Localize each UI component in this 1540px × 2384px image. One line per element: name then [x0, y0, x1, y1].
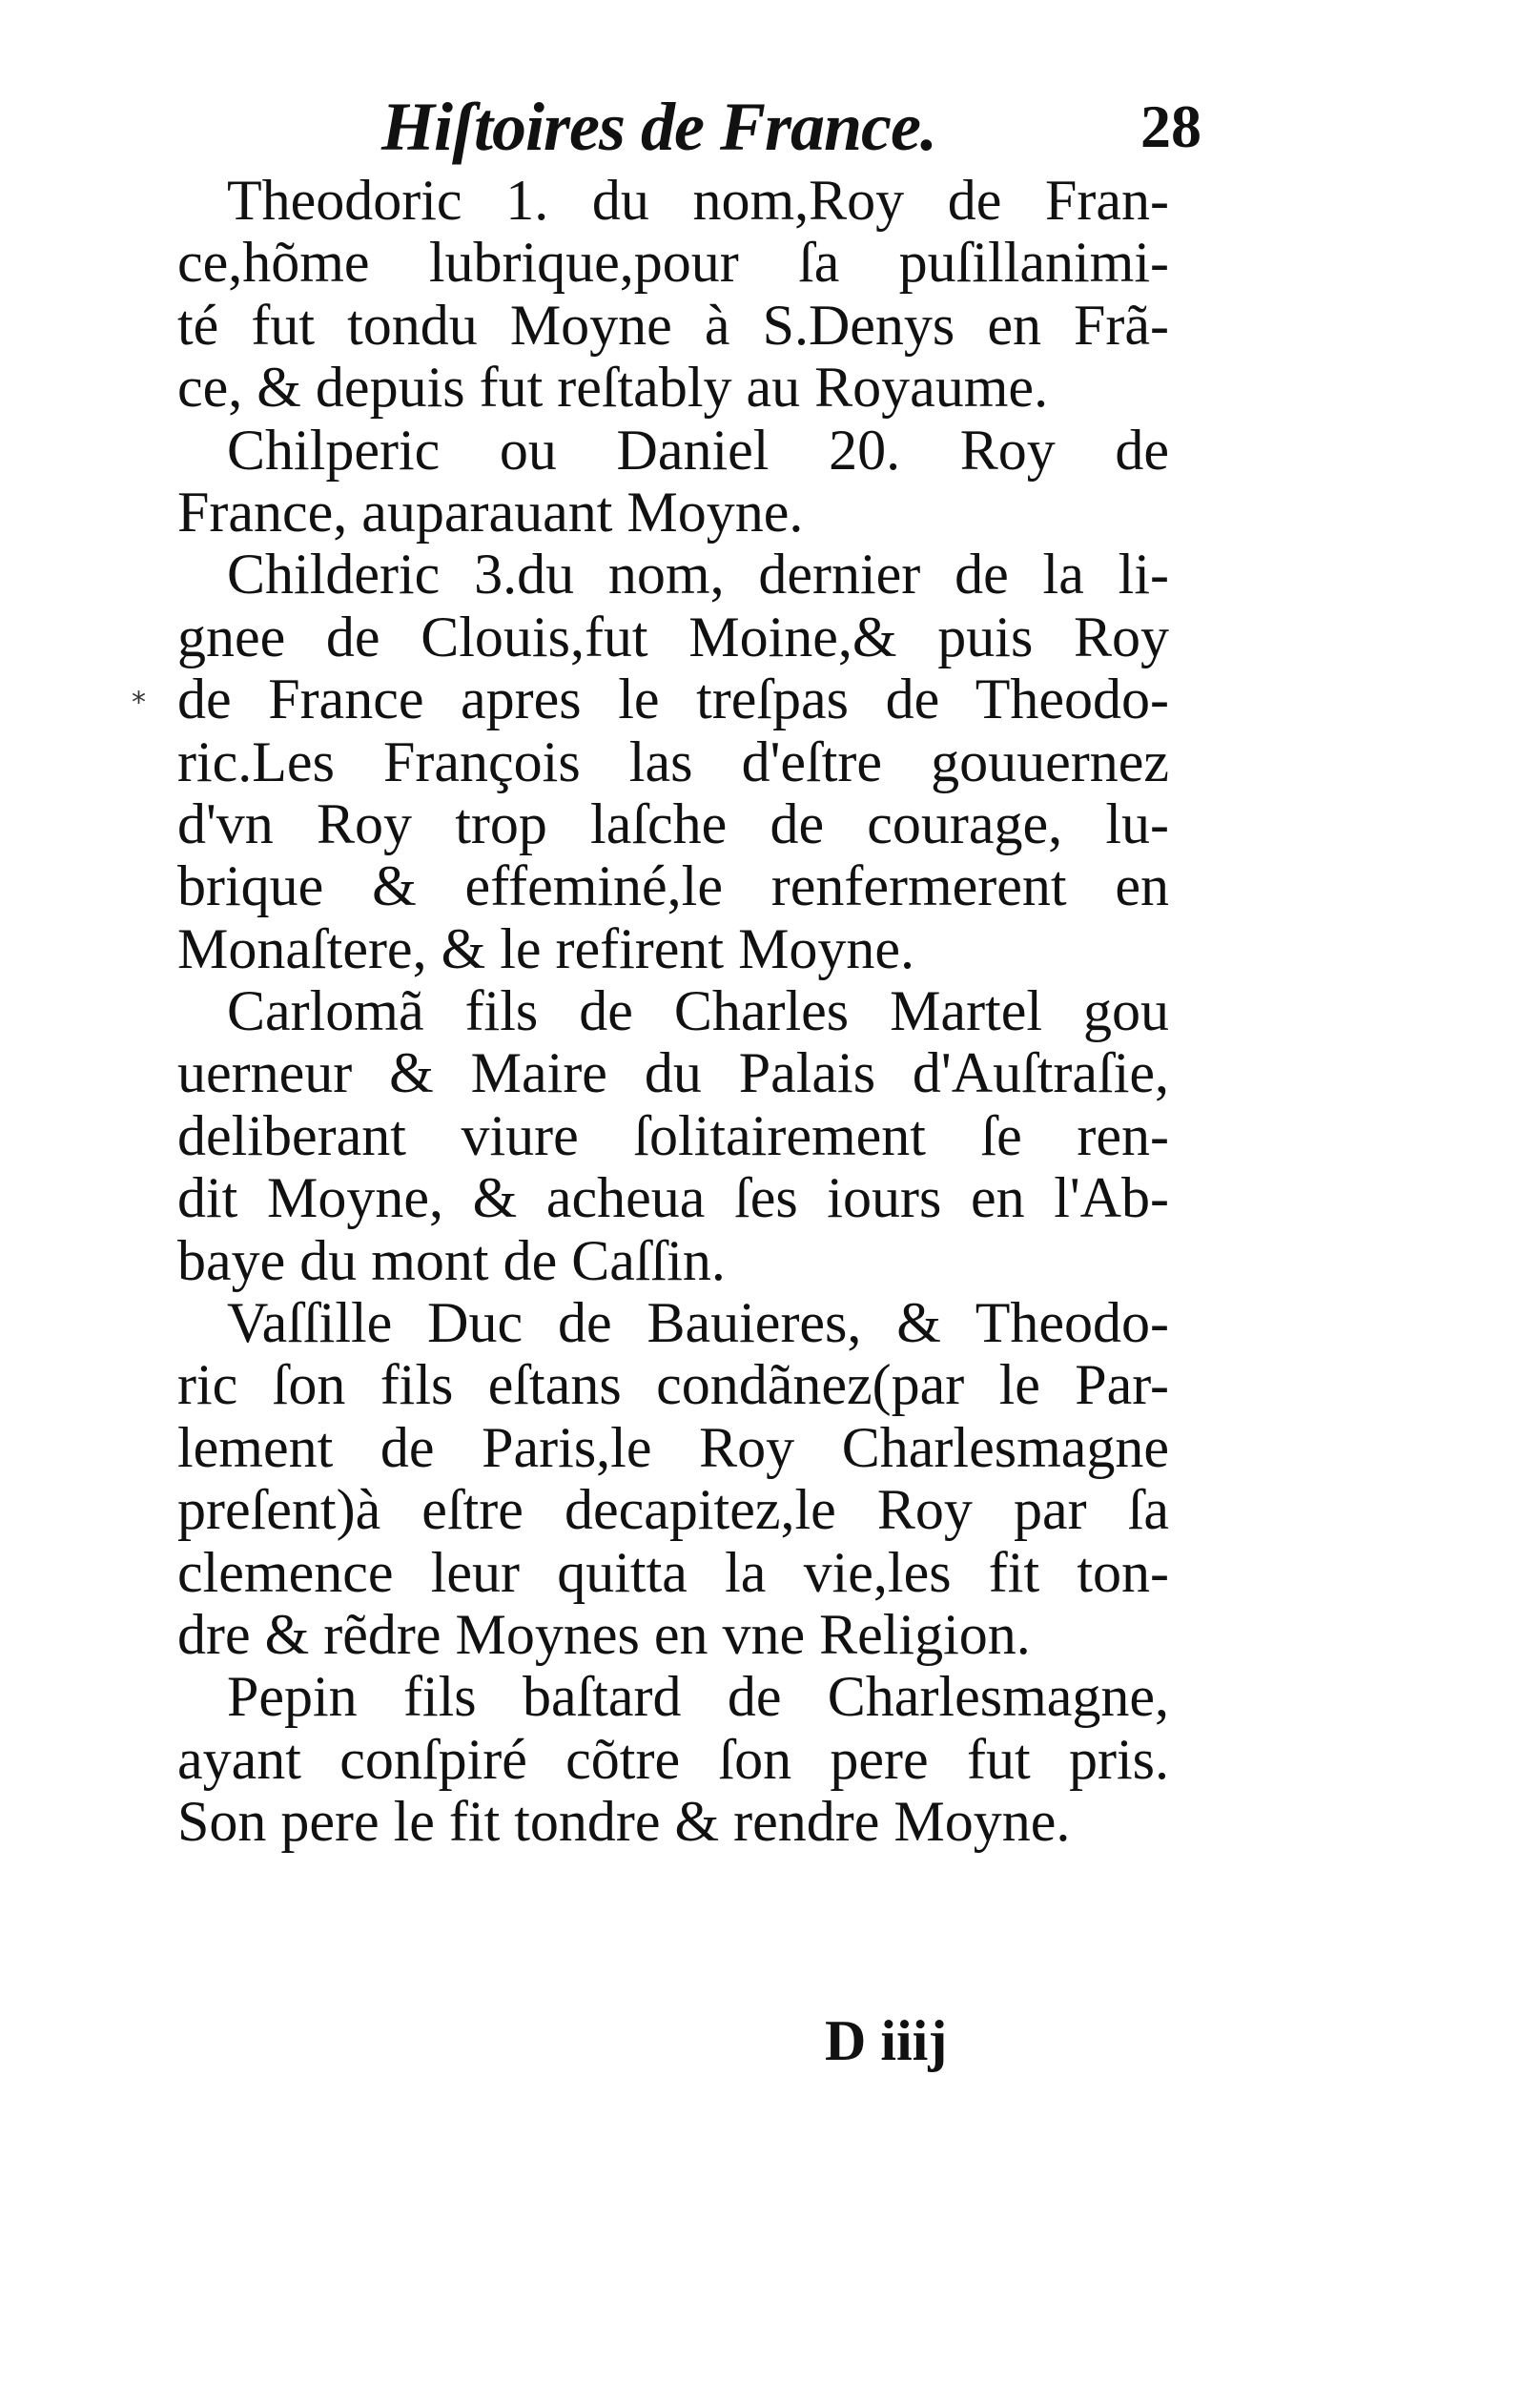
body-text — [177, 170, 1169, 1854]
text-line: dre & rẽdre Moynes en vne Religion. — [177, 1602, 1031, 1666]
text-line: uerneur & Maire du Palais d'Auſtraſie, — [177, 1041, 1169, 1105]
text-line: Chilperic ou Daniel 20. Roy de — [227, 418, 1169, 482]
text-line: Son pere le fit tondre & rendre Moyne. — [177, 1790, 1071, 1854]
text-line: ric ſon fils eſtans condãnez(par le Par- — [177, 1353, 1169, 1417]
text-line: Vaſſille Duc de Bauieres, & Theodo- — [227, 1291, 1169, 1355]
text-line: Carlomã fils de Charles Martel gou — [227, 979, 1169, 1043]
text-line: Monaſtere, & le refirent Moyne. — [177, 916, 915, 980]
text-line: Childeric 3.du nom, dernier de la li- — [227, 543, 1169, 606]
page-number: 28 — [1140, 92, 1201, 160]
page-header — [381, 74, 1201, 179]
text-line: de France apres le treſpas de Theodo- — [177, 668, 1169, 731]
text-line: preſent)à eſtre decapitez,le Roy par ſa — [177, 1478, 1169, 1542]
running-title: Hiſtoires de France. — [381, 89, 936, 165]
text-line: gnee de Clouis,fut Moine,& puis Roy — [177, 605, 1169, 668]
margin-asterisk-mark: ⁎ — [132, 677, 146, 710]
text-line: brique & effeminé,le renfermerent en — [177, 854, 1169, 918]
text-line: deliberant viure ſolitairement ſe ren- — [177, 1103, 1169, 1167]
text-line: clemence leur quitta la vie,les fit ton- — [177, 1540, 1169, 1604]
text-line: baye du mont de Caſſin. — [177, 1228, 726, 1292]
text-line: Pepin fils baſtard de Charlesmagne, — [227, 1665, 1169, 1729]
text-line: d'vn Roy trop laſche de courage, lu- — [177, 791, 1169, 855]
signature-mark: D iiij — [825, 2009, 948, 2072]
text-line: ayant conſpiré cõtre ſon pere fut pris. — [177, 1727, 1169, 1791]
text-line: dit Moyne, & acheua ſes iours en l'Ab- — [177, 1166, 1169, 1230]
text-line: ce,hõme lubrique,pour ſa puſillanimi- — [177, 231, 1169, 295]
text-line: lement de Paris,le Roy Charlesmagne — [177, 1415, 1169, 1479]
text-line: ce, & depuis fut reſtably au Royaume. — [177, 356, 1049, 420]
text-line: Theodoric 1. du nom,Roy de Fran- — [227, 169, 1169, 232]
text-line: ric.Les François las d'eſtre gouuernez — [177, 730, 1169, 793]
text-line: té fut tondu Moyne à S.Denys en Frã- — [177, 293, 1169, 357]
text-line: France, auparauant Moyne. — [177, 480, 804, 544]
